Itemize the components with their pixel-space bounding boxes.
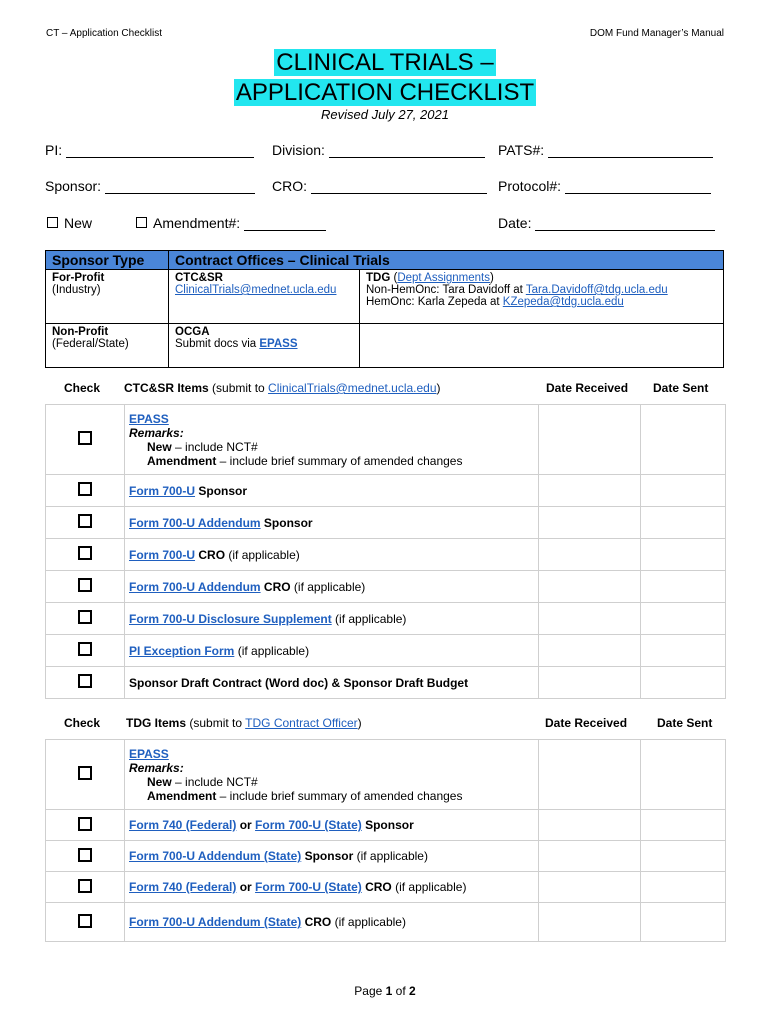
pats-field[interactable]: PATS#:: [498, 142, 713, 158]
sponsor-type-table: [45, 250, 724, 368]
for-profit-cell: For-Profit (Industry): [46, 270, 169, 324]
table-row: [46, 603, 726, 635]
non-profit-cell: Non-Profit (Federal/State): [46, 324, 169, 368]
item-checkbox[interactable]: [46, 603, 125, 635]
date-received-cell[interactable]: [539, 872, 641, 903]
date-sent-cell[interactable]: [641, 872, 726, 903]
pi-field[interactable]: PI:: [45, 142, 254, 158]
ctcsr-submit-link[interactable]: ClinicalTrials@mednet.ucla.edu: [268, 381, 437, 395]
date-received-cell[interactable]: [539, 507, 641, 539]
date-sent-cell[interactable]: [641, 740, 726, 810]
date-sent-cell[interactable]: [641, 841, 726, 872]
title-line-1: CLINICAL TRIALS –: [276, 49, 494, 76]
sponsor-field[interactable]: Sponsor:: [45, 178, 255, 194]
empty-cell: [360, 324, 724, 368]
tara-email-link[interactable]: Tara.Davidoff@tdg.ucla.edu: [525, 284, 668, 296]
date-sent-cell[interactable]: [641, 539, 726, 571]
date-received-cell[interactable]: [539, 539, 641, 571]
table-row: [46, 539, 726, 571]
table-row: [46, 571, 726, 603]
protocol-field[interactable]: Protocol#:: [498, 178, 711, 194]
item-checkbox[interactable]: [46, 903, 125, 942]
header-right: DOM Fund Manager’s Manual: [589, 28, 724, 39]
date-sent-cell[interactable]: [641, 405, 726, 475]
item-checkbox[interactable]: [46, 872, 125, 903]
table-row: [46, 405, 726, 475]
item-cell: Form 700-U Sponsor: [125, 475, 539, 507]
item-checkbox[interactable]: [46, 571, 125, 603]
table-row: [46, 740, 726, 810]
item-cell: EPASS Remarks: New – include NCT# Amendment – include brief summary of amended changes: [125, 405, 539, 475]
epass-link[interactable]: EPASS: [259, 338, 298, 350]
date-sent-cell[interactable]: [641, 903, 726, 942]
date-received-cell[interactable]: [539, 475, 641, 507]
item-checkbox[interactable]: [46, 507, 125, 539]
item-cell: Form 700-U CRO (if applicable): [125, 539, 539, 571]
amendment-field[interactable]: Amendment#:: [136, 215, 326, 231]
karla-email-link[interactable]: KZepeda@tdg.ucla.edu: [502, 296, 624, 308]
cro-field[interactable]: CRO:: [272, 178, 487, 194]
date-sent-cell[interactable]: [641, 667, 726, 699]
date-sent-cell[interactable]: [641, 475, 726, 507]
header-left: CT – Application Checklist: [46, 28, 162, 39]
tdg-items-header: TDG Items (submit to TDG Contract Officer): [126, 716, 362, 730]
date-received-cell[interactable]: [539, 667, 641, 699]
item-cell: Form 700-U Addendum (State) Sponsor (if applicable): [125, 841, 539, 872]
item-checkbox[interactable]: [46, 475, 125, 507]
dept-assignments-link[interactable]: Dept Assignments: [397, 272, 490, 284]
item-checkbox[interactable]: [46, 667, 125, 699]
item-checkbox[interactable]: [46, 810, 125, 841]
page-number: Page 1 of 2: [354, 984, 416, 998]
ctcsr-items-table: [45, 404, 726, 699]
table-row: [46, 667, 726, 699]
date-sent-cell[interactable]: [641, 571, 726, 603]
date-sent-header: Date Sent: [657, 716, 713, 730]
date-received-cell[interactable]: [539, 571, 641, 603]
item-cell: Sponsor Draft Contract (Word doc) & Sponsor Draft Budget: [125, 667, 539, 699]
date-received-cell[interactable]: [539, 903, 641, 942]
epass-checkbox[interactable]: [46, 740, 125, 810]
ctcsr-cell: CTC&SR ClinicalTrials@mednet.ucla.edu: [169, 270, 360, 324]
date-received-header: Date Received: [546, 381, 629, 395]
item-checkbox[interactable]: [46, 635, 125, 667]
tdg-cell: TDG (Dept Assignments) Non-HemOnc: Tara Davidoff at Tara.Davidoff@tdg.ucla.edu HemOnc: Karla Zepeda at KZepeda@tdg.ucla.edu: [360, 270, 724, 324]
item-cell: EPASS Remarks: New – include NCT# Amendment – include brief summary of amended changes: [125, 740, 539, 810]
epass-item-link[interactable]: EPASS: [129, 746, 169, 761]
date-sent-cell[interactable]: [641, 810, 726, 841]
date-received-cell[interactable]: [539, 841, 641, 872]
date-received-cell[interactable]: [539, 740, 641, 810]
item-cell: Form 740 (Federal) or Form 700-U (State) CRO (if applicable): [125, 872, 539, 903]
tdg-items-table: [45, 739, 726, 942]
table-row: [46, 841, 726, 872]
item-cell: Form 700-U Addendum CRO (if applicable): [125, 571, 539, 603]
date-received-header: Date Received: [545, 716, 628, 730]
date-sent-header: Date Sent: [653, 381, 709, 395]
epass-item-link[interactable]: EPASS: [129, 411, 169, 426]
item-cell: Form 740 (Federal) or Form 700-U (State) Sponsor: [125, 810, 539, 841]
table-row: [46, 872, 726, 903]
date-sent-cell[interactable]: [641, 603, 726, 635]
date-sent-cell[interactable]: [641, 635, 726, 667]
ctcsr-email-link[interactable]: ClinicalTrials@mednet.ucla.edu: [175, 284, 337, 296]
date-received-cell[interactable]: [539, 810, 641, 841]
division-field[interactable]: Division:: [272, 142, 485, 158]
check-header: Check: [64, 716, 101, 730]
table-row: [46, 635, 726, 667]
ocga-cell: OCGA Submit docs via EPASS: [169, 324, 360, 368]
tdg-officer-link[interactable]: TDG Contract Officer: [245, 716, 358, 730]
item-cell: PI Exception Form (if applicable): [125, 635, 539, 667]
table-row: [46, 475, 726, 507]
date-field[interactable]: Date:: [498, 215, 715, 231]
sponsor-type-header: Sponsor Type: [46, 251, 169, 270]
table-row: [46, 810, 726, 841]
table-row: [46, 507, 726, 539]
item-cell: Form 700-U Disclosure Supplement (if applicable): [125, 603, 539, 635]
item-checkbox[interactable]: [46, 539, 125, 571]
date-sent-cell[interactable]: [641, 507, 726, 539]
contract-offices-header: Contract Offices – Clinical Trials: [169, 251, 724, 270]
epass-checkbox[interactable]: [46, 405, 125, 475]
date-received-cell[interactable]: [539, 635, 641, 667]
item-cell: Form 700-U Addendum (State) CRO (if applicable): [125, 903, 539, 942]
item-checkbox[interactable]: [46, 841, 125, 872]
ctcsr-items-header: CTC&SR Items (submit to ClinicalTrials@mednet.ucla.edu): [124, 381, 441, 395]
check-header: Check: [64, 381, 101, 395]
item-cell: Form 700-U Addendum Sponsor: [125, 507, 539, 539]
table-row: [46, 903, 726, 942]
date-received-cell[interactable]: [539, 603, 641, 635]
title-line-2: APPLICATION CHECKLIST: [235, 79, 535, 106]
date-received-cell[interactable]: [539, 405, 641, 475]
new-checkbox[interactable]: New: [47, 215, 92, 231]
revised-date: Revised July 27, 2021: [321, 107, 449, 122]
